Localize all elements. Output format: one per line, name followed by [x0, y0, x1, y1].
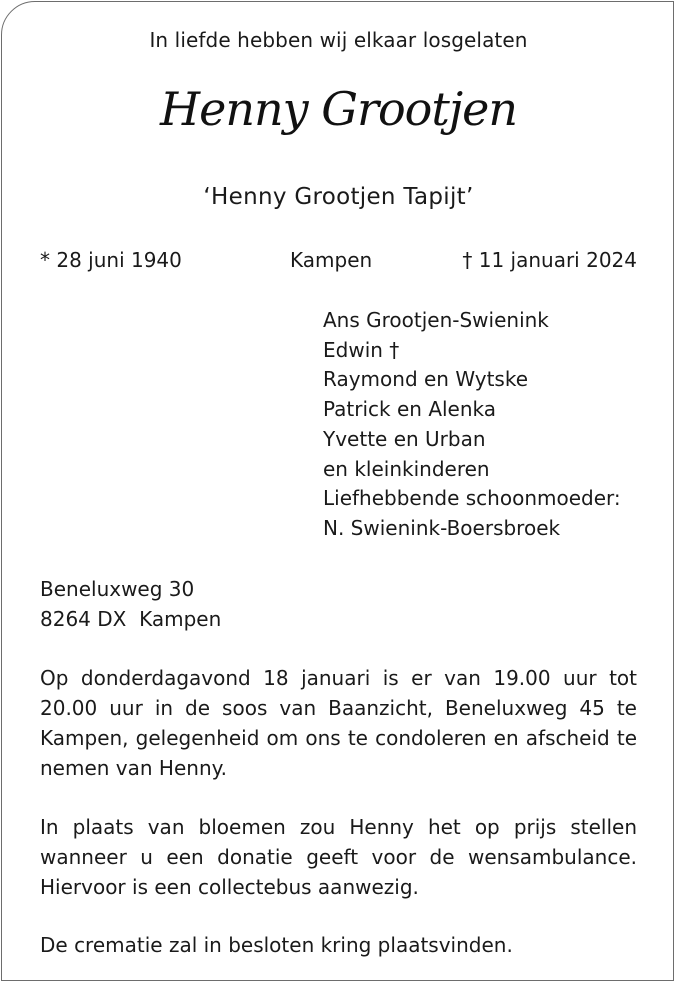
deceased-name: Henny Grootjen — [160, 82, 517, 136]
condolence-paragraph: Op donderdagavond 18 januari is er van 19.00 uur tot 20.00 uur in de soos van Baanzicht, Beneluxweg 45 te Kampen, gelegenheid om ons te condoleren en afscheid te nemen van Henny. — [40, 666, 637, 780]
mourner-line: Ans Grootjen-Swienink — [323, 308, 549, 332]
place: Kampen — [290, 248, 373, 272]
mourner-line: Edwin † — [323, 337, 400, 362]
mourner-line: N. Swienink-Boersbroek — [323, 515, 561, 540]
death-date: † 11 januari 2024 — [462, 248, 637, 272]
tagline: In liefde hebben wij elkaar losgelaten — [149, 28, 528, 52]
dates-row — [40, 248, 637, 276]
mourner-line: Liefhebbende schoonmoeder: — [323, 486, 621, 511]
mourners-list — [323, 306, 621, 544]
address-block — [40, 574, 221, 634]
address-street: Beneluxweg 30 — [40, 577, 195, 601]
mourner-line: Yvette en Urban — [323, 426, 486, 451]
mourner-line: Patrick en Alenka — [323, 397, 497, 422]
birth-date: * 28 juni 1940 — [40, 248, 182, 272]
donation-paragraph: In plaats van bloemen zou Henny het op prijs stellen wanneer u een donatie geeft voor de wensambulance. Hiervoor is een collectebus aanwezig. — [40, 815, 637, 899]
mourner-line: Raymond en Wytske — [323, 367, 529, 392]
address-city: 8264 DX Kampen — [40, 607, 222, 631]
cremation-paragraph: De crematie zal in besloten kring plaatsvinden. — [40, 933, 513, 957]
nickname: ‘Henny Grootjen Tapijt’ — [203, 184, 474, 210]
mourner-line: en kleinkinderen — [323, 456, 490, 481]
